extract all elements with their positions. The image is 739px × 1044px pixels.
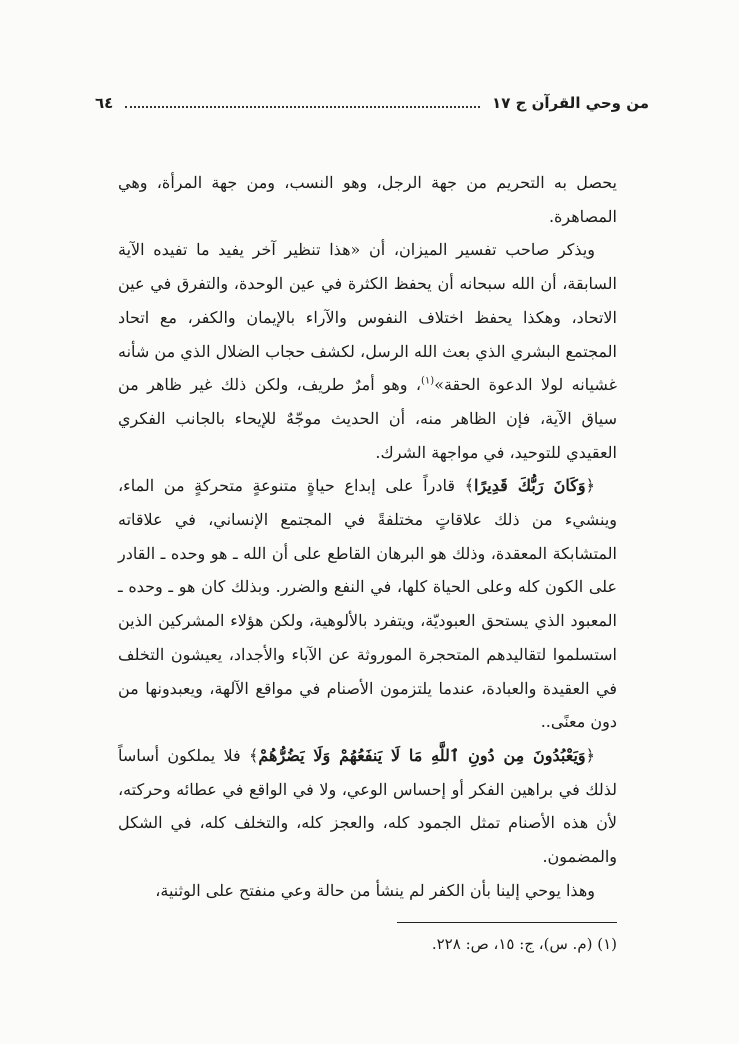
paragraph-4 [118,739,617,874]
paragraph-4-text: فلا يملكون أساساً لذلك في براهين الفكر أو إحساس الوعي، ولا في الواقع في عطائه وحركته، لأن هذه الأصنام تمثل الجمود كله، والعجز كله، والتخلف كله، في الشكل والمضمون. [118,745,617,867]
quran-verse: وَيَعْبُدُونَ مِن دُونِ ٱللَّهِ مَا لَا يَنفَعُهُمْ وَلَا يَضُرُّهُمْ [258,745,586,765]
ayah-open-bracket: ﴿ [585,476,596,496]
paragraph-3 [118,469,617,739]
running-title: من وحي القرآن ج ١٧ [492,94,649,112]
ayah-close-bracket: ﴾ [464,476,474,496]
paragraph-2 [118,233,617,469]
footnote: (١) (م. س)، ج: ١٥، ص: ٢٢٨. [431,935,617,953]
paragraph-2-continuation: ، وهو أمرٌ طريف، ولكن ذلك غير ظاهر من سياق الآية، فإن الظاهر منه، أن الحديث موجّهٌ للإيحاء بالجانب الفكري العقيدي للتوحيد، في مواجهة الشرك. [118,375,617,462]
header-dotted-leader [125,106,480,108]
ayah-close-bracket: ﴾ [249,745,259,765]
body-text [118,166,617,907]
page-number: ٦٤ [95,94,114,112]
footnote-reference[interactable]: (١) [421,375,435,387]
quran-verse: وَكَانَ رَبُّكَ قَدِيرًا [473,476,586,496]
ayah-open-bracket: ﴿ [585,745,596,765]
paragraph-2-quote: ويذكر صاحب تفسير الميزان، أن «هذا تنظير آخر يفيد ما تفيده الآية السابقة، أن الله سبحانه أن يحفظ الكثرة في عين الوحدة، والتفرق في عين الاتحاد، وهكذا يحفظ اختلاف النفوس والآراء بالإيمان والكفر، مع اتحاد المجتمع البشري الذي بعث الله الرسل، لكشف حجاب الضلال الذي من شأنه غشيانه لولا الدعوة الحقة» [118,240,617,395]
paragraph-1: يحصل به التحريم من جهة الرجل، وهو النسب، ومن جهة المرأة، وهي المصاهرة. [118,173,617,226]
page-header [95,88,649,118]
paragraph-5: وهذا يوحي إلينا بأن الكفر لم ينشأ من حالة وعي منفتح على الوثنية، [155,880,595,900]
paragraph-3-text: قادراً على إبداع حياةٍ متنوعةٍ متحركةٍ من الماء، وينشيء من ذلك علاقاتٍ مختلفةً في المجتمع الإنساني، في علاقاته المتشابكة المعقدة، وذلك هو البرهان القاطع على أن الله ـ هو وحده ـ القادر على الكون كله وعلى الحياة كلها، في النفع والضرر. وبذلك كان هو ـ وحده ـ المعبود الذي يستحق العبوديّة، ويتفرد بالألوهية، ولكن هؤلاء المشركين الذين استسلموا لتقاليدهم المتحجرة الموروثة عن الآباء والأجداد، يعيشون التخلف في العقيدة والعبادة، عندما يلتزمون الأصنام في مواقع الآلهة، ويعبدونها من دون معنًى.. [118,476,617,732]
footnote-separator [397,922,617,923]
